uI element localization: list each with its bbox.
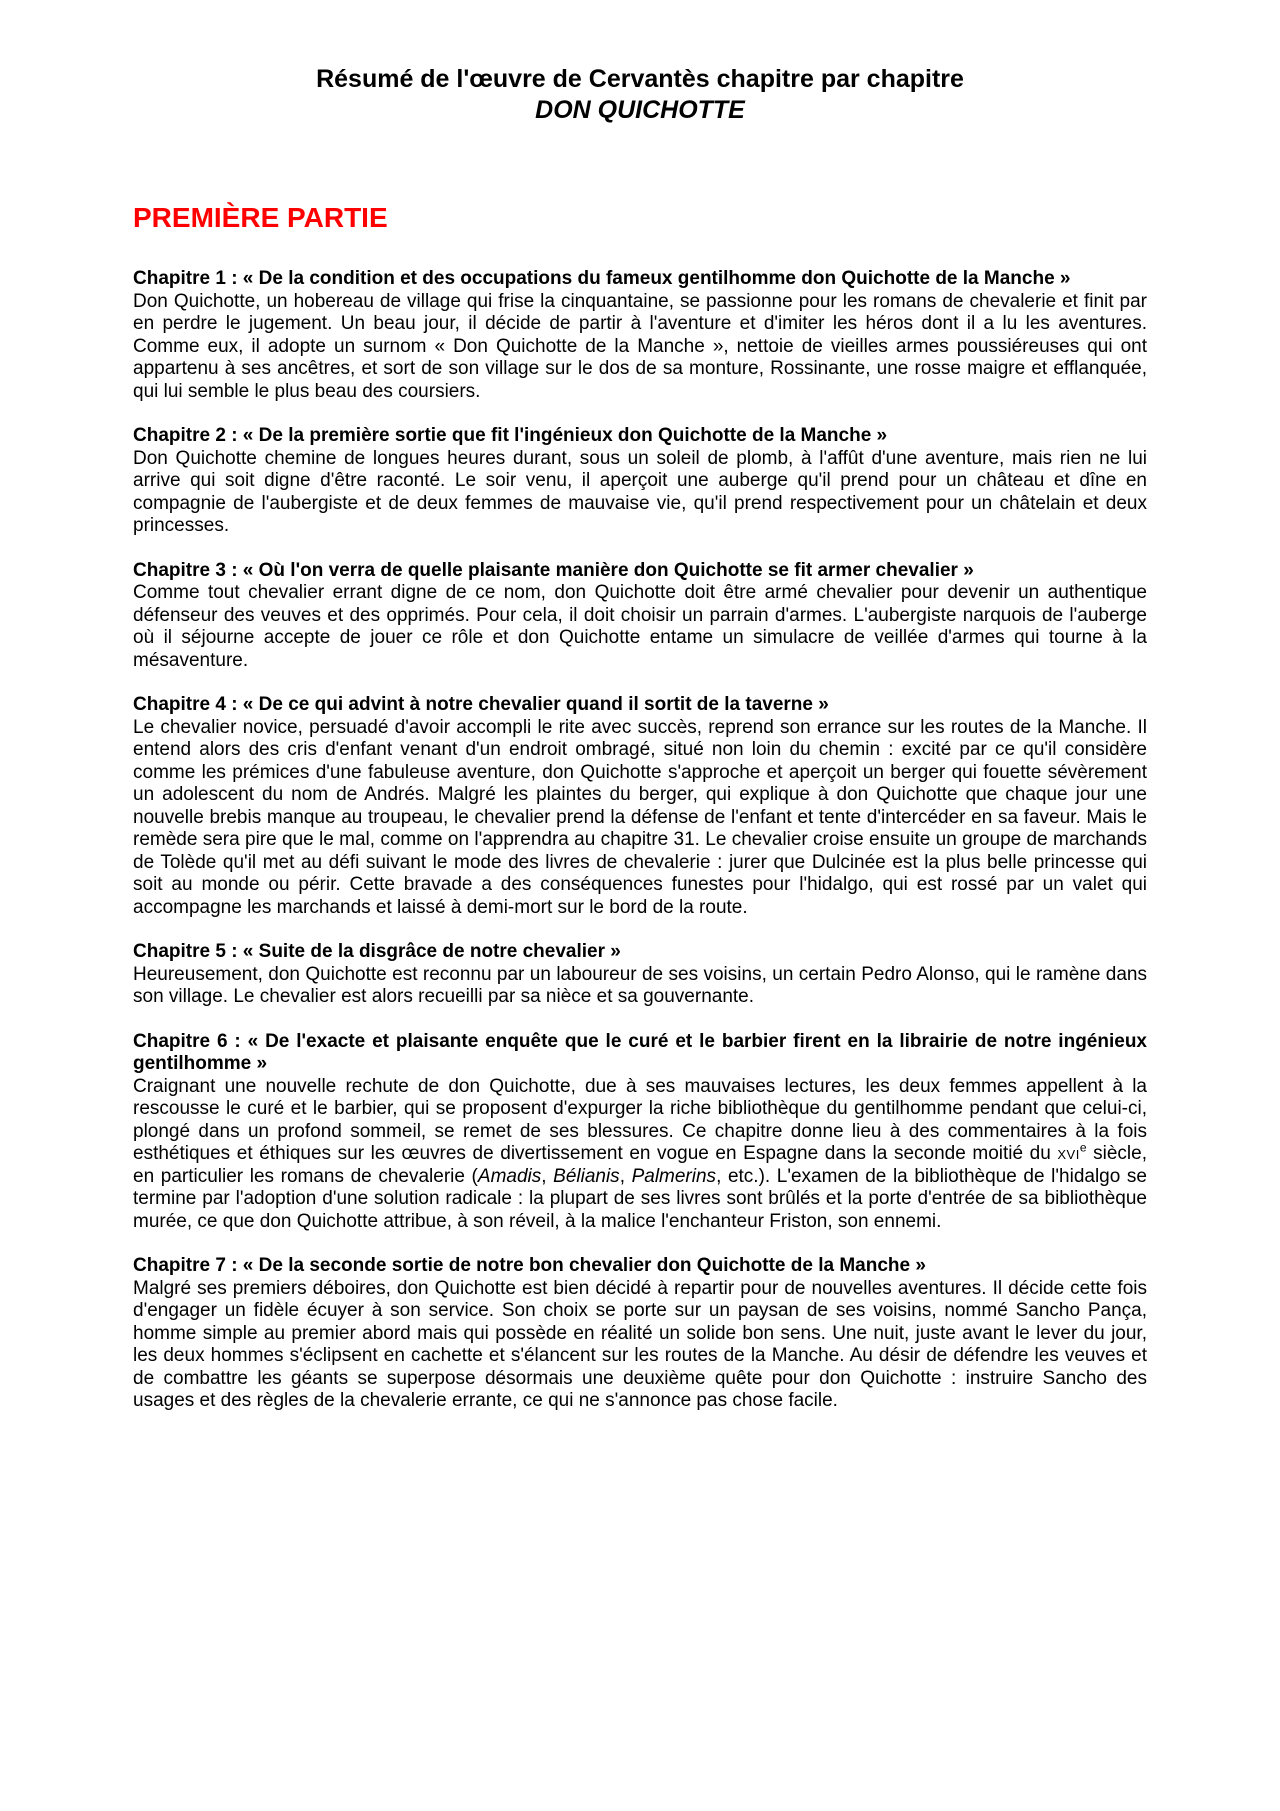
chapter-7 [133, 1255, 1147, 1413]
ordinal-suffix: e [1079, 1140, 1087, 1155]
chapter-2-body: Don Quichotte chemine de longues heures durant, sous un soleil de plomb, à l'affût d'une aventure, mais rien ne lui arrive qui soit digne d'être raconté. Le soir venu, il aperçoit une auberge qu'il prend pour un château et dîne en compagnie de l'aubergiste et de deux femmes de mauvaise vie, qu'il prend respectivement pour un châtelain et deux princesses. [133, 447, 1147, 536]
chapter-1-body: Don Quichotte, un hobereau de village qui frise la cinquantaine, se passionne pour les romans de chevalerie et finit par en perdre le jugement. Un beau jour, il décide de partir à l'aventure et d'imiter les héros dont il a lu les aventures. Comme eux, il adopte un surnom « Don Quichotte de la Manche », nettoie de vieilles armes poussiéreuses qui ont appartenu à ses ancêtres, et sort de son village sur le dos de sa monture, Rossinante, une rosse maigre et efflanquée, qui lui semble le plus beau des coursiers. [133, 290, 1147, 402]
document-header [133, 64, 1147, 126]
chapters-section [133, 268, 1147, 1413]
chapter-6-body-segment: siècle, en particulier les romans de chevalerie ( [133, 1143, 1147, 1187]
chapter-5-body: Heureusement, don Quichotte est reconnu par un laboureur de ses voisins, un certain Pedro Alonso, qui le ramène dans son village. Le chevalier est alors recueilli par sa nièce et sa gouvernante. [133, 963, 1147, 1007]
chapter-3-heading: Chapitre 3 : « Où l'on verra de quelle plaisante manière don Quichotte se fit armer chevalier » [133, 559, 974, 581]
chapter-6-heading: Chapitre 6 : « De l'exacte et plaisante enquête que le curé et le barbier firent en la librairie de notre ingénieux gentilhomme » [133, 1030, 1147, 1074]
chapter-2-heading: Chapitre 2 : « De la première sortie que fit l'ingénieux don Quichotte de la Manche » [133, 425, 888, 446]
document-subtitle: DON QUICHOTTE [535, 96, 745, 124]
book-title-amadis: Amadis [477, 1165, 542, 1187]
book-title-palmerins: Palmerins [631, 1165, 717, 1187]
chapter-6-body-segment: , [619, 1165, 632, 1187]
chapter-3-body: Comme tout chevalier errant digne de ce nom, don Quichotte doit être armé chevalier pour devenir un authentique défenseur des veuves et des opprimés. Pour cela, il doit choisir un parrain d'armes. L'aubergiste narquois de l'auberge où il séjourne accepte de jouer ce rôle et don Quichotte entame un simulacre de veillée d'armes qui tourne à la mésaventure. [133, 582, 1147, 671]
chapter-6 [133, 1031, 1147, 1234]
section-heading-premiere-partie: PREMIÈRE PARTIE [133, 202, 388, 233]
chapter-6-body-segment: , [541, 1165, 554, 1187]
chapter-3 [133, 560, 1147, 673]
chapter-5-heading: Chapitre 5 : « Suite de la disgrâce de notre chevalier » [133, 941, 621, 962]
document-title: Résumé de l'œuvre de Cervantès chapitre par chapitre [316, 65, 964, 93]
chapter-4-body: Le chevalier novice, persuadé d'avoir accompli le rite avec succès, reprend son errance sur les routes de la Manche. Il entend alors des cris d'enfant venant d'un endroit ombragé, situé non loin du chemin : excité par ce qu'il considère comme les prémices d'une fabuleuse aventure, don Quichotte s'approche et aperçoit un berger qui fouette sévèrement un adolescent du nom de Andrés. Malgré les plaintes du berger, qui explique à don Quichotte que chaque jour une nouvelle brebis manque au troupeau, le chevalier prend la défense de l'enfant et tente d'intercéder en sa faveur. Mais le remède sera pire que le mal, comme on l'apprendra au chapitre 31. Le chevalier croise ensuite un groupe de marchands de Tolède qu'il met au défi suivant le mode des livres de chevalerie : jurer que Dulcinée est la plus belle princesse qui soit au monde ou périr. Cette bravade a des conséquences funestes pour l'hidalgo, qui est rossé par un valet qui accompagne les marchands et laissé à demi-mort sur le bord de la route. [133, 716, 1147, 918]
chapter-1 [133, 268, 1147, 403]
chapter-6-body [133, 1076, 1147, 1234]
chapter-2 [133, 425, 1147, 538]
chapter-7-heading: Chapitre 7 : « De la seconde sortie de notre bon chevalier don Quichotte de la Manche » [133, 1255, 926, 1276]
chapter-4 [133, 694, 1147, 919]
chapter-1-heading: Chapitre 1 : « De la condition et des occupations du fameux gentilhomme don Quichotte de la Manche » [133, 268, 1071, 289]
chapter-6-body-segment: , etc.). L'examen de la bibliothèque de l'hidalgo se termine par l'adoption d'une solution radicale : la plupart de ses livres sont brûlés et la porte d'entrée de sa bibliothèque murée, ce que don Quichotte attribue, à son réveil, à la malice l'enchanteur Friston, son ennemi. [133, 1165, 1147, 1232]
chapter-5 [133, 941, 1147, 1009]
chapter-6-body-segment: Craignant une nouvelle rechute de don Quichotte, due à ses mauvaises lectures, les deux femmes appellent à la rescousse le curé et le barbier, qui se proposent d'expurger la riche bibliothèque du gentilhomme pendant que celui-ci, plongé dans un profond sommeil, se remet de ses blessures. Ce chapitre donne lieu à des commentaires à la fois esthétiques et éthiques sur les œuvres de divertissement en vogue en Espagne dans la seconde moitié du [133, 1075, 1147, 1164]
chapter-4-heading: Chapitre 4 : « De ce qui advint à notre chevalier quand il sortit de la taverne » [133, 694, 829, 715]
book-title-belianis: Bélianis [553, 1165, 620, 1187]
chapter-7-body: Malgré ses premiers déboires, don Quichotte est bien décidé à repartir pour de nouvelles aventures. Il décide cette fois d'engager un fidèle écuyer à son service. Son choix se porte sur un paysan de ses voisins, nommé Sancho Pança, homme simple au premier abord mais qui possède en réalité un solide bon sens. Une nuit, juste avant le lever du jour, les deux hommes s'éclipsent en cachette et s'élancent sur les routes de la Manche. Au désir de défendre les veuves et de combattre les géants se superpose désormais une deuxième quête pour don Quichotte : instruire Sancho des usages et des règles de la chevalerie errante, ce qui ne s'annonce pas chose facile. [133, 1277, 1147, 1411]
century-roman-numeral: xvi [1057, 1143, 1080, 1164]
